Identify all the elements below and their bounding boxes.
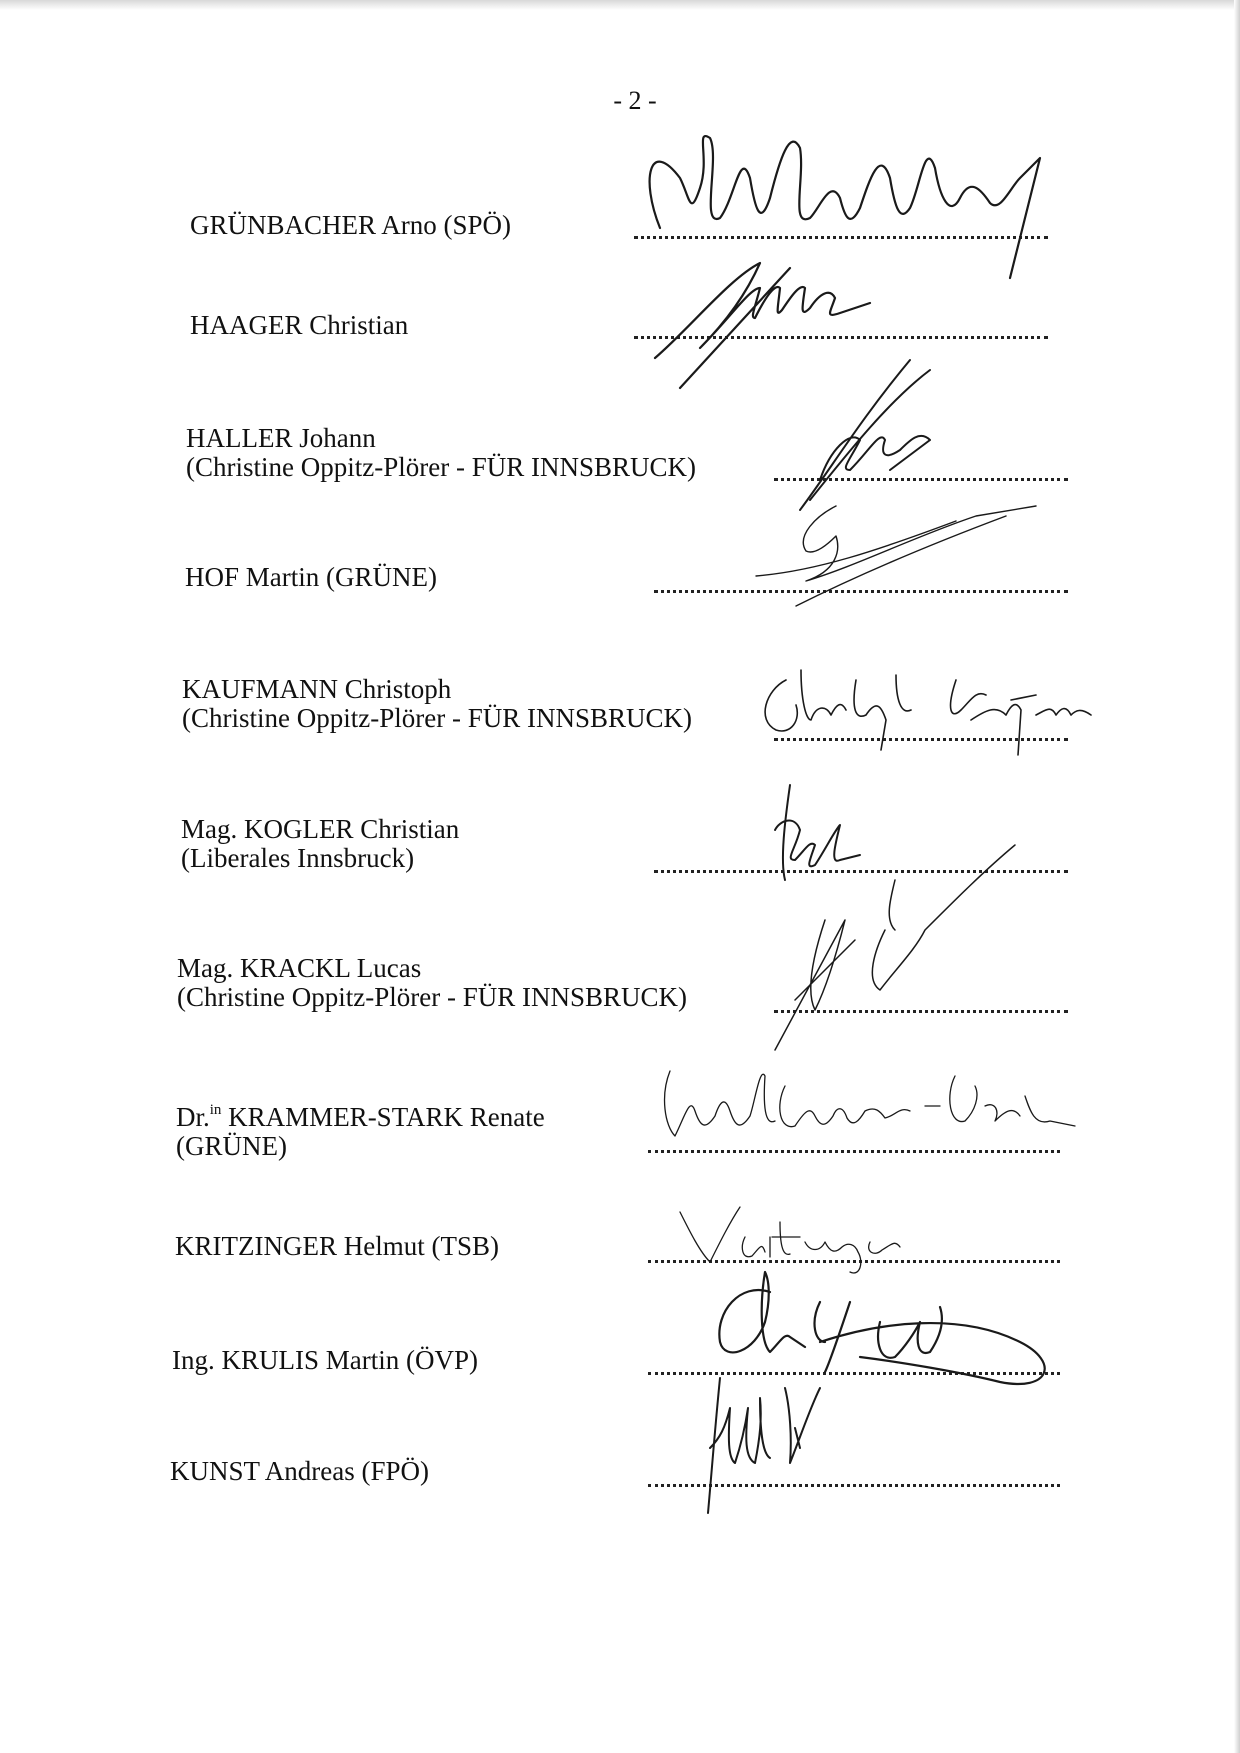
- handwritten-signature: [700, 1368, 880, 1518]
- signatory-name-line: KAUFMANN Christoph: [182, 674, 452, 704]
- signatory-name-line: Mag. KOGLER Christian: [181, 814, 460, 844]
- signatory-name: [176, 1096, 545, 1161]
- handwritten-signature: [655, 1056, 1085, 1151]
- handwritten-signature: [640, 118, 1060, 248]
- signatory-name-line: HOF Martin (GRÜNE): [185, 562, 437, 592]
- signatory-name-line: KUNST Andreas (FPÖ): [170, 1456, 430, 1486]
- signatory-name-line: (GRÜNE): [176, 1131, 287, 1161]
- signatory-name-line: Dr.$^{in}$ KRAMMER-STARK Renate: [176, 1102, 545, 1132]
- signatory-name-line: HALLER Johann: [186, 423, 376, 453]
- handwritten-signature: [756, 660, 1106, 760]
- signatory-name-line: (Christine Oppitz-Plörer - FÜR INNSBRUCK): [186, 452, 696, 482]
- signatory-name-line: HAAGER Christian: [190, 310, 409, 340]
- signatory-name-line: (Christine Oppitz-Plörer - FÜR INNSBRUCK): [177, 982, 687, 1012]
- signatory-name-line: (Christine Oppitz-Plörer - FÜR INNSBRUCK): [182, 703, 692, 733]
- scan-edge-top: [0, 0, 1240, 10]
- signatory-name-line: Ing. KRULIS Martin (ÖVP): [172, 1345, 478, 1375]
- signatory-name-line: (Liberales Innsbruck): [181, 843, 415, 873]
- handwritten-signature: [756, 496, 1046, 611]
- signatory-name-line: Mag. KRACKL Lucas: [177, 953, 422, 983]
- signatory-name: [190, 311, 408, 340]
- page-number: - 2 -: [613, 86, 657, 115]
- signatory-name: [170, 1457, 429, 1486]
- signatory-name: [181, 815, 459, 873]
- signatory-name: [186, 424, 696, 482]
- signatory-name: [172, 1346, 478, 1375]
- signatory-name: [182, 675, 692, 733]
- signatory-name-line: KRITZINGER Helmut (TSB): [175, 1231, 499, 1261]
- signatory-name: [175, 1232, 499, 1261]
- signatory-name: [177, 954, 687, 1012]
- signatory-name-line: GRÜNBACHER Arno (SPÖ): [190, 210, 512, 240]
- signatory-name: [185, 563, 437, 592]
- handwritten-signature: [790, 350, 1030, 520]
- scan-edge-right: [1234, 0, 1240, 1753]
- handwritten-signature: [755, 840, 1055, 1060]
- signatory-name: [190, 211, 511, 240]
